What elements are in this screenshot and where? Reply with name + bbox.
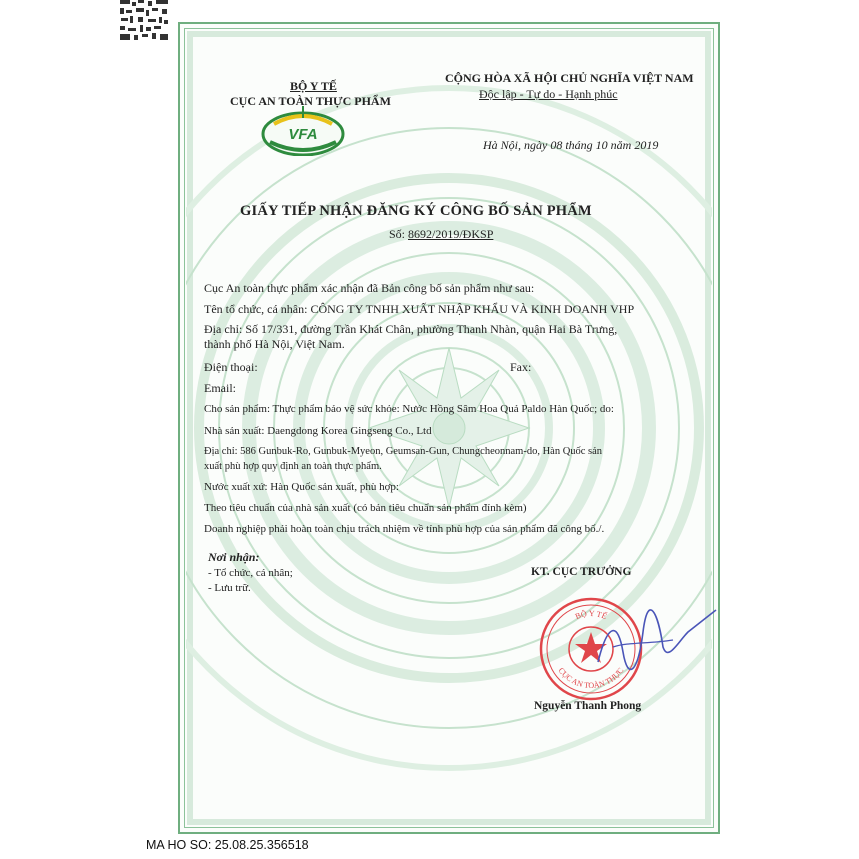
recipients-label: Nơi nhận: (208, 550, 260, 564)
manufacturer-line: Nhà sản xuất: Daengdong Korea Gingseng Co., Ltd (204, 425, 432, 437)
manufacturer-address-line-1: Địa chỉ: 586 Gunbuk-Ro, Gunbuk-Myeon, Geumsan-Gun, Chungcheonnam-do, Hàn Quốc sản (204, 446, 603, 457)
department-name: CỤC AN TOÀN THỰC PHẨM (230, 94, 391, 108)
signature-title: KT. CỤC TRƯỞNG (531, 566, 632, 578)
vfa-logo-text: VFA (288, 126, 318, 143)
origin-line: Nước xuất xứ: Hàn Quốc sản xuất, phù hợp: (204, 481, 399, 493)
national-motto: Độc lập - Tự do - Hạnh phúc (479, 87, 618, 101)
republic-title: CỘNG HÒA XÃ HỘI CHỦ NGHĨA VIỆT NAM (445, 71, 694, 85)
product-line: Cho sản phẩm: Thực phẩm bảo vệ sức khỏe: Nước Hồng Sâm Hoa Quả Paldo Hàn Quốc; do: (204, 403, 614, 415)
signer-name: Nguyễn Thanh Phong (534, 700, 642, 712)
stamp-top-text: BỘ Y TẾ (573, 608, 609, 622)
organization-line: Tên tổ chức, cá nhân: CÔNG TY TNHH XUẤT NHẬP KHẨU VÀ KINH DOANH VHP (204, 302, 635, 316)
recipient-item-1: - Tổ chức, cá nhân; (208, 567, 293, 579)
handwritten-signature (578, 602, 718, 682)
recipient-item-2: - Lưu trữ. (208, 582, 251, 594)
document-number (389, 227, 493, 241)
intro-line: Cục An toàn thực phẩm xác nhận đã Bản công bố sản phẩm như sau: (204, 281, 535, 295)
record-code: MA HO SO: 25.08.25.356518 (146, 838, 309, 852)
address-line-1: Địa chỉ: Số 17/331, đường Trần Khát Chân, phường Thanh Nhàn, quận Hai Bà Trưng, (204, 322, 618, 336)
email-label: Email: (204, 381, 236, 395)
stamp-bottom-text: CỤC AN TOÀN THỰC (556, 666, 626, 691)
ministry-name: BỘ Y TẾ (290, 79, 337, 93)
document-number-value: 8692/2019/ĐKSP (408, 227, 494, 241)
vfa-logo (260, 106, 346, 156)
address-line-2: thành phố Hà Nội, Việt Nam. (204, 337, 345, 351)
qr-code (118, 0, 170, 42)
fax-label: Fax: (510, 360, 532, 374)
document-number-label: Số: (389, 227, 409, 241)
phone-label: Điện thoại: (204, 360, 258, 374)
standard-line: Theo tiêu chuẩn của nhà sản xuất (có bản tiêu chuẩn sản phẩm đính kèm) (204, 502, 527, 514)
document-title: GIẤY TIẾP NHẬN ĐĂNG KÝ CÔNG BỐ SẢN PHẨM (240, 203, 592, 219)
issue-date: Hà Nội, ngày 08 tháng 10 năm 2019 (483, 138, 659, 152)
responsibility-line: Doanh nghiệp phải hoàn toàn chịu trách nhiệm về tính phù hợp của sản phẩm đã công bố./. (204, 523, 605, 535)
manufacturer-address-line-2: xuất phù hợp quy định an toàn thực phẩm. (204, 461, 382, 472)
